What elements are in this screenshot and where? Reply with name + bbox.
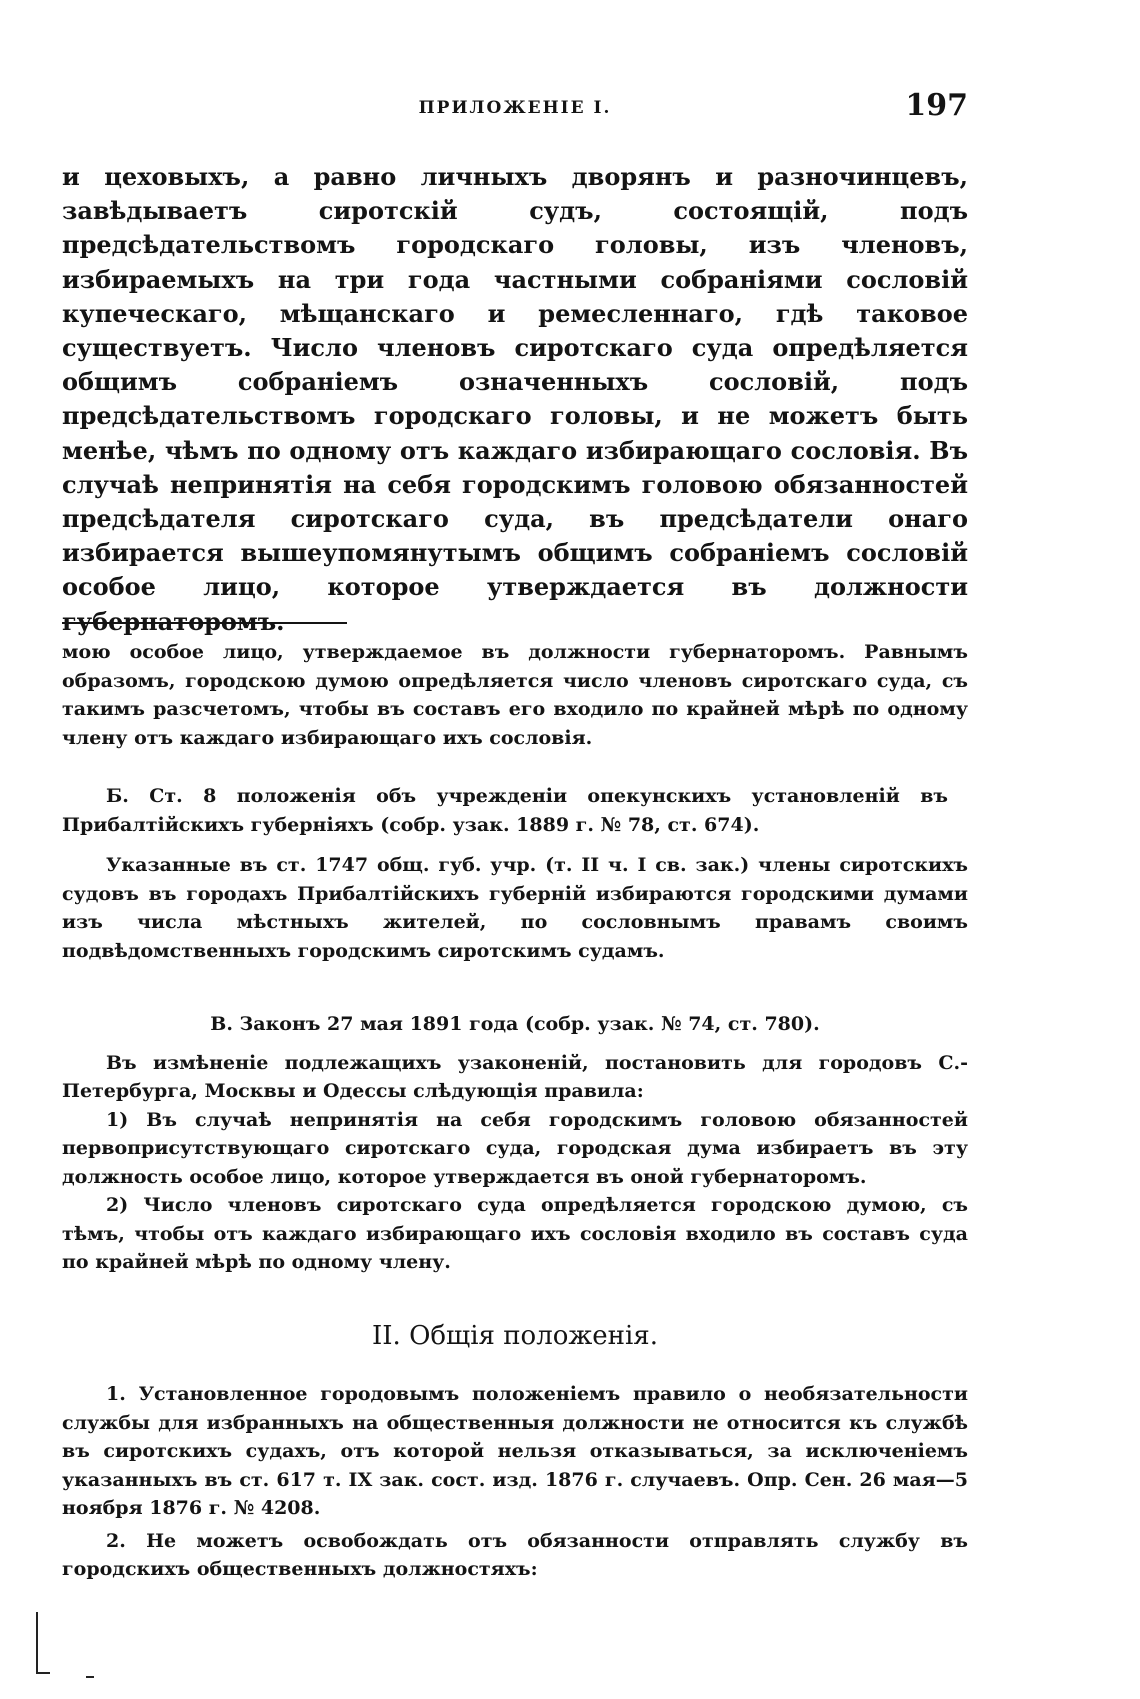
main-paragraph: и цеховыхъ, а равно личныхъ дворянъ и разночинцевъ, завѣдываетъ сиротскій судъ, состоящій, подъ предсѣдательствомъ городскаго головы, изъ членовъ, избираемыхъ на три года частными собраніями сословій купеческаго, мѣщанскаго и ремесленнаго, гдѣ таковое существуетъ. Число членовъ сиротскаго суда опредѣляется общимъ собраніемъ означенныхъ сословій, подъ предсѣдательствомъ городскаго головы, и не можетъ быть менѣе, чѣмъ по одному отъ каждаго избирающаго сословія. Въ случаѣ непринятія на себя городскимъ головою обязанностей предсѣдателя сиротскаго суда, въ предсѣдатели онаго избирается вышеупомянутымъ общимъ собраніемъ сословій особое лицо, которое утверждается въ должности губернаторомъ. <box>62 162 968 636</box>
item-2-number: 2. <box>106 1529 126 1552</box>
section-v-heading: В. Законъ 27 мая 1891 года (собр. узак. № 74, ст. 780). <box>210 1013 820 1035</box>
page-edge-mark <box>86 1676 94 1678</box>
section-ii <box>62 1380 968 1584</box>
footnote <box>62 638 968 752</box>
footnote-rule <box>62 622 347 624</box>
running-head <box>62 88 968 128</box>
section-b <box>62 782 968 965</box>
footnote-text: мою особое лицо, утверждаемое въ должности губернаторомъ. Равнымъ образомъ, городскою думою опредѣляется число членовъ сиротскаго суда, съ такимъ разсчетомъ, чтобы въ составъ его входило по крайней мѣрѣ по одному члену отъ каждаго избирающаго ихъ сословія. <box>62 641 968 749</box>
item-2-text: Не можетъ освобождать отъ обязанности отправлять службу въ городскихъ общественныхъ должностяхъ: <box>62 1529 968 1580</box>
section-b-heading: Б. Ст. 8 положенія объ учрежденіи опекунскихъ установленій въ Прибалтійскихъ губерніяхъ (собр. узак. 1889 г. № 78, ст. 674). <box>62 785 948 836</box>
page-number: 197 <box>905 88 968 123</box>
section-v-intro: Въ измѣненіе подлежащихъ узаконеній, постановить для городовъ С.-Петербурга, Москвы и Одессы слѣдующія правила: <box>62 1051 968 1102</box>
item-1-text: Установленное городовымъ положеніемъ правило о необязательности службы для избранныхъ на общественныя должности не относится къ службѣ въ сиротскихъ судахъ, отъ которой нельзя отказываться, за исключеніемъ указанныхъ въ ст. 617 т. IX зак. сост. изд. 1876 г. случаевъ. Опр. Сен. 26 мая—5 ноября 1876 г. № 4208. <box>62 1383 968 1519</box>
page-edge-mark <box>36 1612 38 1674</box>
item-1-number: 1. <box>106 1383 126 1405</box>
page-edge-mark <box>36 1672 50 1674</box>
section-v <box>62 1010 968 1277</box>
section-ii-item-1 <box>62 1380 968 1523</box>
running-head-title: ПРИЛОЖЕНІЕ І. <box>418 98 612 118</box>
section-b-text: Указанные въ ст. 1747 общ. губ. учр. (т. II ч. I св. зак.) члены сиротскихъ судовъ въ городахъ Прибалтійскихъ губерній избираются городскими думами изъ числа мѣстныхъ жителей, по сословнымъ правамъ своимъ подвѣдомственныхъ городскимъ сиротскимъ судамъ. <box>62 854 968 962</box>
section-ii-item-2 <box>62 1527 968 1584</box>
section-ii-heading: II. Общія положенія. <box>372 1321 658 1351</box>
section-v-rule-2: 2) Число членовъ сиротскаго суда опредѣляется городскою думою, съ тѣмъ, чтобы отъ каждаго избирающаго ихъ сословія входило въ составъ суда по крайней мѣрѣ по одному члену. <box>62 1194 968 1273</box>
section-v-rule-1: 1) Въ случаѣ непринятія на себя городскимъ головою обязанностей первоприсутствующаго сиротскаго суда, городская дума избираетъ въ эту должность особое лицо, которое утверждается въ оной губернаторомъ. <box>62 1108 968 1188</box>
